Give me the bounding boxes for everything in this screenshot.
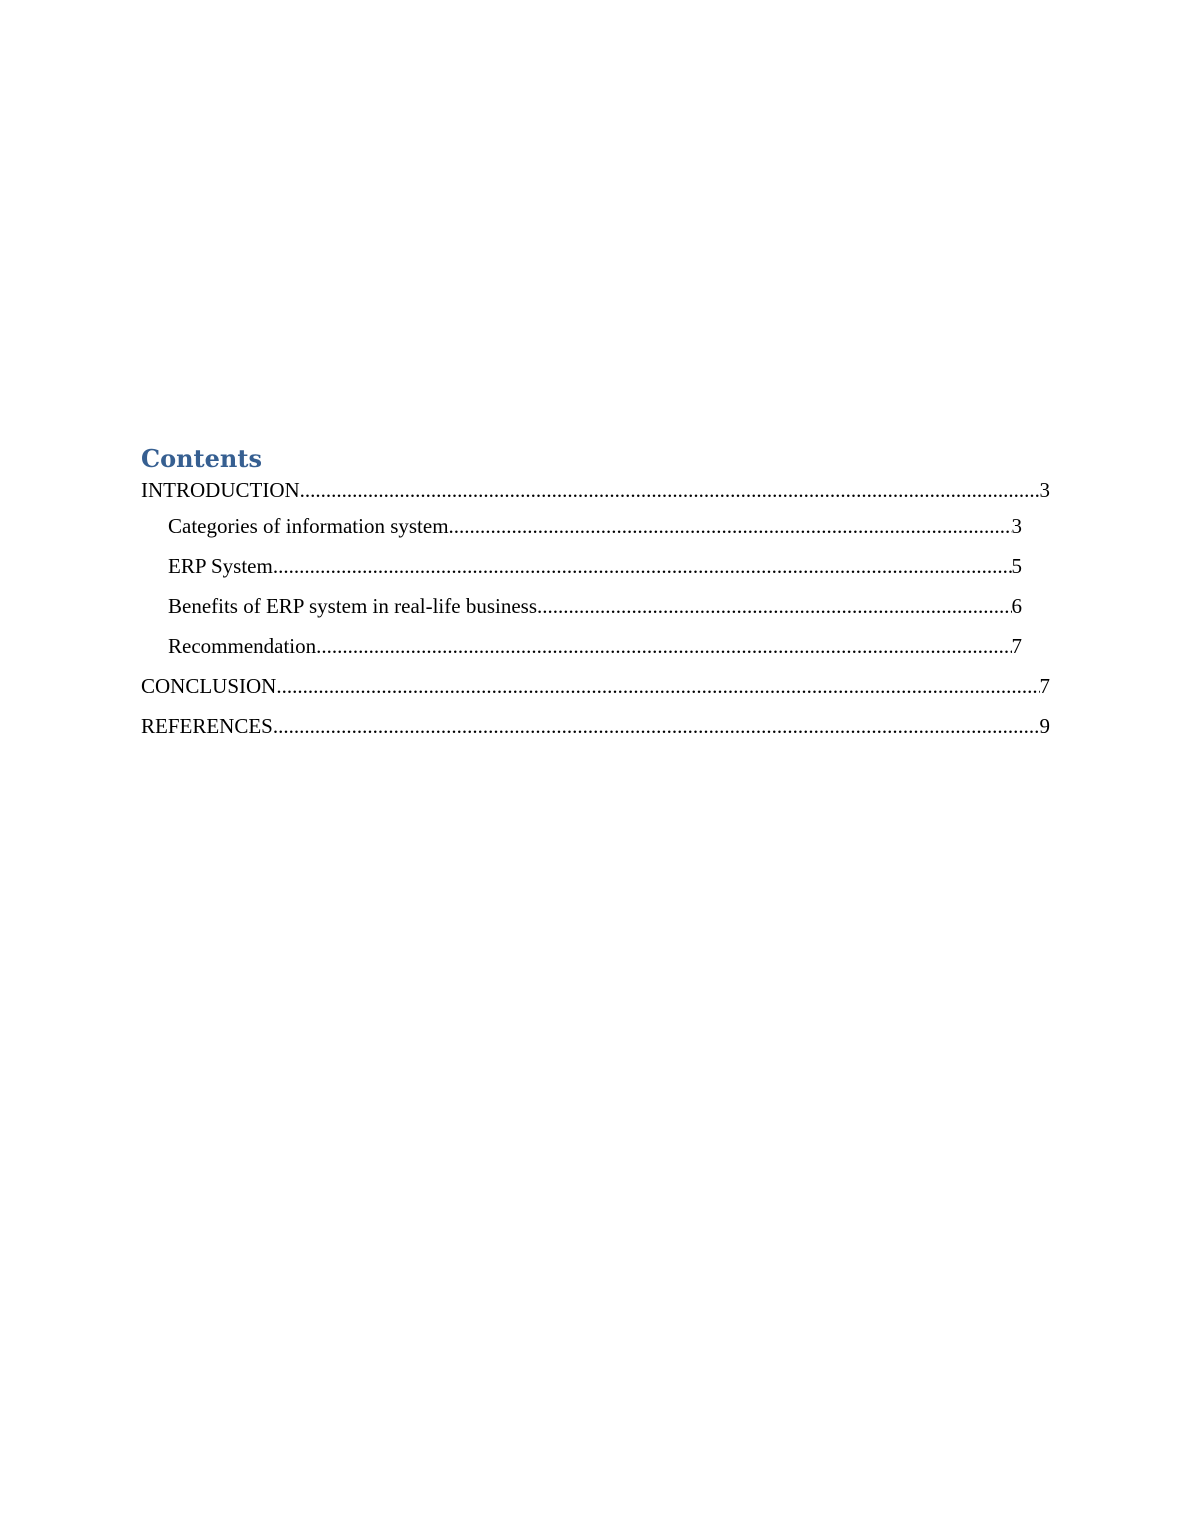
toc-entry-label: Recommendation <box>168 634 317 658</box>
toc-page-number: 3 <box>1039 478 1050 502</box>
toc-dot-leader <box>449 514 1012 539</box>
toc-entry-label: ERP System <box>168 554 273 578</box>
toc-page-number: 6 <box>1011 594 1022 618</box>
toc-dot-leader <box>273 554 1012 579</box>
toc-entry-label: Categories of information system <box>168 514 449 538</box>
toc-entry-conclusion[interactable] <box>141 674 1050 714</box>
toc-list <box>141 478 1050 754</box>
toc-entry-references[interactable] <box>141 714 1050 754</box>
toc-page-number: 7 <box>1039 674 1050 698</box>
toc-dot-leader <box>316 634 1011 659</box>
toc-page-number: 3 <box>1011 514 1022 538</box>
toc-entry-label: Benefits of ERP system in real-life business <box>168 594 537 618</box>
toc-page-number: 7 <box>1011 634 1022 658</box>
toc-page-number: 9 <box>1039 714 1050 738</box>
toc-entry-label: CONCLUSION <box>141 674 277 698</box>
toc-entry-erp-system[interactable] <box>168 554 1022 594</box>
toc-entry-label: INTRODUCTION <box>141 478 300 502</box>
toc-entry-categories-of-information-system[interactable] <box>168 514 1022 554</box>
toc-entry-label: REFERENCES <box>141 714 273 738</box>
toc-dot-leader <box>273 714 1040 739</box>
toc-entry-recommendation[interactable] <box>168 634 1022 674</box>
toc-entry-benefits-of-erp-system[interactable] <box>168 594 1022 634</box>
toc-dot-leader <box>537 594 1012 619</box>
toc-dot-leader <box>300 478 1040 503</box>
toc-heading: Contents <box>141 444 262 473</box>
toc-page-number: 5 <box>1011 554 1022 578</box>
table-of-contents <box>141 440 1050 754</box>
toc-dot-leader <box>276 674 1039 699</box>
toc-entry-introduction[interactable] <box>141 478 1050 514</box>
